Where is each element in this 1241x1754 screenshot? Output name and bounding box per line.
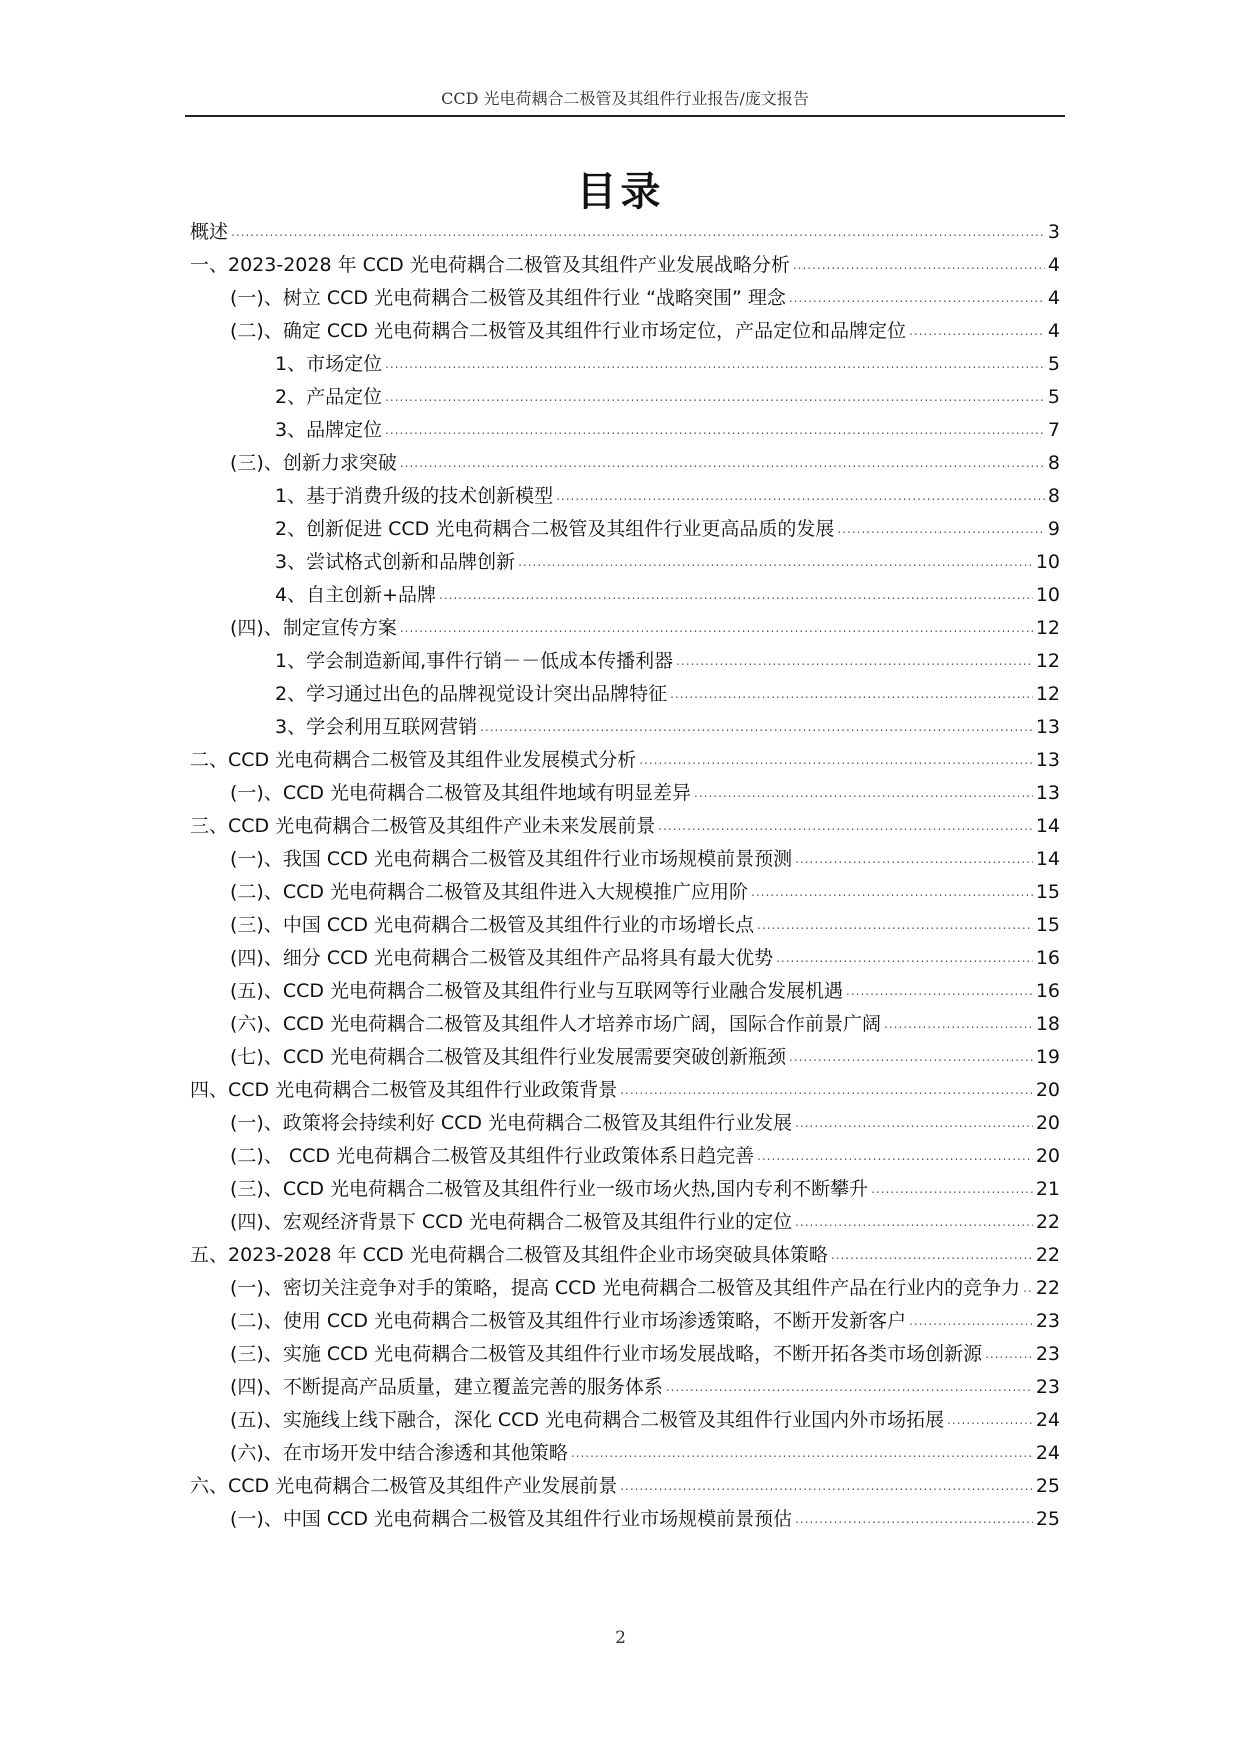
toc-entry-page: 22 (1035, 1211, 1060, 1233)
toc-entry-title: 2、产品定位 (275, 386, 383, 408)
toc-entry[interactable] (190, 711, 1060, 744)
toc-entry-page: 4 (1047, 254, 1060, 276)
toc-entry-page: 5 (1047, 353, 1060, 375)
toc-entry-page: 15 (1035, 914, 1060, 936)
toc-leader-dots (909, 1305, 1033, 1338)
toc-leader-dots (884, 1008, 1033, 1041)
toc-leader-dots (571, 1437, 1033, 1470)
toc-entry-page: 7 (1047, 419, 1060, 441)
toc-entry[interactable] (190, 1074, 1060, 1107)
toc-entry[interactable] (190, 942, 1060, 975)
toc-entry-page: 12 (1035, 617, 1060, 639)
header-rule (185, 115, 1065, 117)
toc-entry-page: 8 (1047, 485, 1060, 507)
toc-leader-dots (694, 777, 1033, 810)
toc-leader-dots (1023, 1272, 1033, 1305)
toc-leader-dots (793, 249, 1045, 282)
toc-entry[interactable] (190, 1470, 1060, 1503)
toc-entry-title: (三)、实施 CCD 光电荷耦合二极管及其组件行业市场发展战略，不断开拓各类市场创新源 (230, 1343, 983, 1365)
toc-entry-title: (二)、使用 CCD 光电荷耦合二极管及其组件行业市场渗透策略，不断开发新客户 (230, 1310, 907, 1332)
toc-leader-dots (871, 1173, 1033, 1206)
toc-entry-title: 三、CCD 光电荷耦合二极管及其组件产业未来发展前景 (190, 815, 656, 837)
toc-entry-title: (一)、中国 CCD 光电荷耦合二极管及其组件行业市场规模前景预估 (230, 1508, 793, 1530)
toc-entry-title: 3、品牌定位 (275, 419, 383, 441)
toc-entry[interactable] (190, 1107, 1060, 1140)
toc-entry-title: (二)、 CCD 光电荷耦合二极管及其组件行业政策体系日趋完善 (230, 1145, 755, 1167)
toc-entry[interactable] (190, 447, 1060, 480)
toc-leader-dots (620, 1470, 1033, 1503)
toc-entry[interactable] (190, 1404, 1060, 1437)
toc-entry-title: (四)、细分 CCD 光电荷耦合二极管及其组件产品将具有最大优势 (230, 947, 774, 969)
toc-entry-page: 9 (1047, 518, 1060, 540)
toc-leader-dots (789, 1041, 1033, 1074)
toc-entry-title: (一)、政策将会持续利好 CCD 光电荷耦合二极管及其组件行业发展 (230, 1112, 793, 1134)
toc-leader-dots (947, 1404, 1033, 1437)
toc-entry-page: 23 (1035, 1343, 1060, 1365)
toc-entry[interactable] (190, 546, 1060, 579)
toc-entry-page: 16 (1035, 980, 1060, 1002)
toc-entry-page: 20 (1035, 1079, 1060, 1101)
toc-leader-dots (231, 216, 1045, 249)
toc-entry-title: 五、2023-2028 年 CCD 光电荷耦合二极管及其组件企业市场突破具体策略 (190, 1244, 828, 1266)
toc-entry-title: (四)、制定宣传方案 (230, 617, 397, 639)
toc-entry-title: 一、2023-2028 年 CCD 光电荷耦合二极管及其组件产业发展战略分析 (190, 254, 790, 276)
toc-entry-title: (二)、CCD 光电荷耦合二极管及其组件进入大规模推广应用阶 (230, 881, 749, 903)
toc-entry-page: 23 (1035, 1376, 1060, 1398)
toc-leader-dots (439, 579, 1033, 612)
toc-entry[interactable] (190, 315, 1060, 348)
toc-entry-page: 14 (1035, 848, 1060, 870)
toc-leader-dots (751, 876, 1033, 909)
toc-entry-page: 25 (1035, 1475, 1060, 1497)
toc-entry[interactable] (190, 1272, 1060, 1305)
toc-entry[interactable] (190, 1503, 1060, 1536)
toc-entry-title: (四)、不断提高产品质量，建立覆盖完善的服务体系 (230, 1376, 663, 1398)
toc-leader-dots (909, 315, 1045, 348)
toc-entry[interactable] (190, 1338, 1060, 1371)
toc-entry[interactable] (190, 1239, 1060, 1272)
toc-entry[interactable] (190, 909, 1060, 942)
toc-entry[interactable] (190, 1206, 1060, 1239)
toc-entry[interactable] (190, 579, 1060, 612)
toc-entry[interactable] (190, 1437, 1060, 1470)
toc-entry-page: 10 (1035, 551, 1060, 573)
toc-entry-title: 3、尝试格式创新和品牌创新 (275, 551, 516, 573)
toc-entry-page: 8 (1047, 452, 1060, 474)
toc-entry-title: (一)、密切关注竞争对手的策略，提高 CCD 光电荷耦合二极管及其组件产品在行业内的竞争力 (230, 1277, 1021, 1299)
toc-entry[interactable] (190, 744, 1060, 777)
table-of-contents (190, 216, 1060, 1536)
toc-entry-title: (六)、在市场开发中结合渗透和其他策略 (230, 1442, 568, 1464)
toc-entry[interactable] (190, 414, 1060, 447)
toc-entry-title: 2、学习通过出色的品牌视觉设计突出品牌特征 (275, 683, 668, 705)
toc-entry-title: 1、学会制造新闻,事件行销－－低成本传播利器 (275, 650, 674, 672)
toc-leader-dots (400, 612, 1033, 645)
toc-leader-dots (556, 480, 1045, 513)
toc-leader-dots (676, 645, 1033, 678)
toc-entry-page: 15 (1035, 881, 1060, 903)
toc-entry-page: 22 (1035, 1277, 1060, 1299)
toc-entry-title: (五)、实施线上线下融合，深化 CCD 光电荷耦合二极管及其组件行业国内外市场拓展 (230, 1409, 945, 1431)
toc-entry-title: (一)、我国 CCD 光电荷耦合二极管及其组件行业市场规模前景预测 (230, 848, 793, 870)
toc-entry-title: 六、CCD 光电荷耦合二极管及其组件产业发展前景 (190, 1475, 618, 1497)
toc-entry-page: 13 (1035, 782, 1060, 804)
toc-entry-page: 4 (1047, 287, 1060, 309)
toc-entry-title: (一)、CCD 光电荷耦合二极管及其组件地域有明显差异 (230, 782, 692, 804)
toc-entry[interactable] (190, 678, 1060, 711)
toc-entry-title: 4、自主创新+品牌 (275, 584, 437, 606)
toc-entry-title: (三)、创新力求突破 (230, 452, 397, 474)
toc-entry[interactable] (190, 1008, 1060, 1041)
toc-entry-title: 二、CCD 光电荷耦合二极管及其组件业发展模式分析 (190, 749, 637, 771)
toc-leader-dots (776, 942, 1033, 975)
toc-entry-page: 14 (1035, 815, 1060, 837)
toc-entry-page: 21 (1035, 1178, 1060, 1200)
toc-entry-title: 1、基于消费升级的技术创新模型 (275, 485, 554, 507)
toc-entry[interactable] (190, 777, 1060, 810)
toc-entry-page: 20 (1035, 1145, 1060, 1167)
toc-leader-dots (385, 348, 1045, 381)
toc-leader-dots (757, 909, 1033, 942)
toc-entry-title: (二)、确定 CCD 光电荷耦合二极管及其组件行业市场定位，产品定位和品牌定位 (230, 320, 907, 342)
toc-entry-page: 3 (1047, 221, 1060, 243)
toc-entry-title: 1、市场定位 (275, 353, 383, 375)
toc-leader-dots (985, 1338, 1033, 1371)
toc-entry-page: 13 (1035, 716, 1060, 738)
toc-leader-dots (400, 447, 1045, 480)
toc-entry[interactable] (190, 513, 1060, 546)
toc-entry-page: 12 (1035, 683, 1060, 705)
toc-entry[interactable] (190, 381, 1060, 414)
toc-leader-dots (480, 711, 1033, 744)
toc-entry-page: 19 (1035, 1046, 1060, 1068)
toc-leader-dots (795, 1206, 1033, 1239)
toc-leader-dots (666, 1371, 1033, 1404)
toc-leader-dots (795, 1503, 1033, 1536)
toc-entry[interactable] (190, 810, 1060, 843)
toc-entry[interactable] (190, 348, 1060, 381)
page-number: 2 (615, 1628, 626, 1648)
running-header: CCD 光电荷耦合二极管及其组件行业报告/庞文报告 (441, 89, 809, 108)
toc-entry[interactable] (190, 1305, 1060, 1338)
toc-entry-page: 16 (1035, 947, 1060, 969)
toc-entry[interactable] (190, 876, 1060, 909)
toc-entry[interactable] (190, 249, 1060, 282)
toc-entry-title: (五)、CCD 光电荷耦合二极管及其组件行业与互联网等行业融合发展机遇 (230, 980, 844, 1002)
toc-entry-page: 20 (1035, 1112, 1060, 1134)
toc-entry[interactable] (190, 1173, 1060, 1206)
toc-leader-dots (620, 1074, 1033, 1107)
toc-entry[interactable] (190, 612, 1060, 645)
toc-leader-dots (385, 381, 1045, 414)
toc-leader-dots (518, 546, 1033, 579)
toc-leader-dots (385, 414, 1045, 447)
toc-leader-dots (789, 282, 1045, 315)
toc-entry-title: (六)、CCD 光电荷耦合二极管及其组件人才培养市场广阔，国际合作前景广阔 (230, 1013, 882, 1035)
toc-entry[interactable] (190, 1140, 1060, 1173)
toc-entry-title: (七)、CCD 光电荷耦合二极管及其组件行业发展需要突破创新瓶颈 (230, 1046, 787, 1068)
toc-entry-title: (三)、CCD 光电荷耦合二极管及其组件行业一级市场火热,国内专利不断攀升 (230, 1178, 869, 1200)
toc-leader-dots (837, 513, 1045, 546)
toc-entry[interactable] (190, 1041, 1060, 1074)
toc-entry[interactable] (190, 480, 1060, 513)
toc-leader-dots (846, 975, 1033, 1008)
toc-entry-page: 24 (1035, 1409, 1060, 1431)
toc-title: 目录 (576, 168, 665, 215)
toc-entry-page: 18 (1035, 1013, 1060, 1035)
toc-entry-page: 12 (1035, 650, 1060, 672)
toc-entry[interactable] (190, 843, 1060, 876)
toc-entry-page: 5 (1047, 386, 1060, 408)
toc-entry-page: 22 (1035, 1244, 1060, 1266)
toc-entry-page: 13 (1035, 749, 1060, 771)
toc-leader-dots (795, 843, 1033, 876)
toc-leader-dots (757, 1140, 1033, 1173)
toc-entry[interactable] (190, 645, 1060, 678)
toc-leader-dots (639, 744, 1033, 777)
toc-entry-title: 概述 (190, 221, 229, 243)
toc-entry[interactable] (190, 975, 1060, 1008)
toc-entry-title: 2、创新促进 CCD 光电荷耦合二极管及其组件行业更高品质的发展 (275, 518, 835, 540)
toc-entry-page: 23 (1035, 1310, 1060, 1332)
toc-entry[interactable] (190, 216, 1060, 249)
toc-entry-title: 3、学会利用互联网营销 (275, 716, 478, 738)
toc-leader-dots (670, 678, 1033, 711)
toc-entry-title: (四)、宏观经济背景下 CCD 光电荷耦合二极管及其组件行业的定位 (230, 1211, 793, 1233)
toc-leader-dots (795, 1107, 1033, 1140)
toc-entry-page: 4 (1047, 320, 1060, 342)
toc-leader-dots (658, 810, 1033, 843)
toc-entry-page: 10 (1035, 584, 1060, 606)
toc-entry-title: 四、CCD 光电荷耦合二极管及其组件行业政策背景 (190, 1079, 618, 1101)
toc-entry-title: (三)、中国 CCD 光电荷耦合二极管及其组件行业的市场增长点 (230, 914, 755, 936)
toc-entry-page: 25 (1035, 1508, 1060, 1530)
toc-entry[interactable] (190, 1371, 1060, 1404)
toc-entry[interactable] (190, 282, 1060, 315)
toc-entry-title: (一)、树立 CCD 光电荷耦合二极管及其组件行业 “战略突围” 理念 (230, 287, 786, 309)
toc-entry-page: 24 (1035, 1442, 1060, 1464)
toc-leader-dots (831, 1239, 1033, 1272)
